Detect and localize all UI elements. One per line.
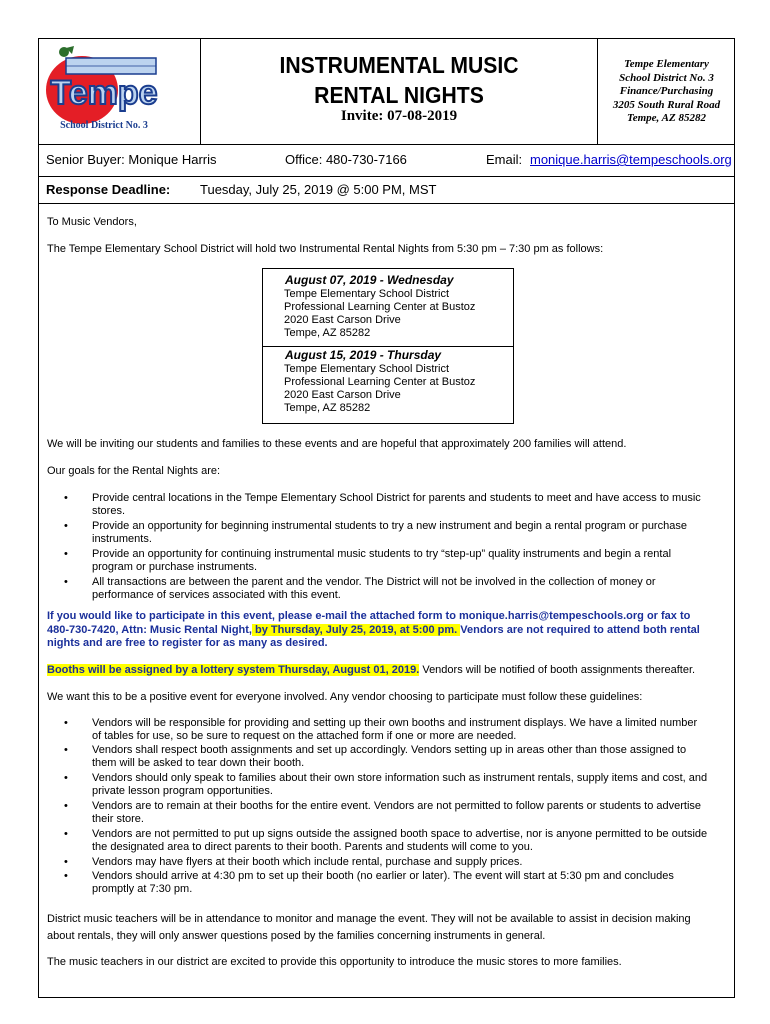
office-phone: Office: 480-730-7166 xyxy=(285,152,407,167)
deadline-value: Tuesday, July 25, 2019 @ 5:00 PM, MST xyxy=(200,182,437,197)
intro-paragraph: The Tempe Elementary School District will hold two Instrumental Rental Nights from 5:30 pm – 7:30 pm as follows: xyxy=(47,243,604,255)
events-divider xyxy=(262,346,514,347)
participate-paragraph: If you would like to participate in this event, please e-mail the attached form to monique.harris@tempeschools.org or fax to 480-730-7420, Attn: Music Rental Night, by Thursday, July 25, 2019, at 5:00 pm. Vendors are not required to attend both rental nights and are free to register for as many as desired. xyxy=(47,610,700,649)
header-divider xyxy=(200,38,201,145)
bullet-icon: • xyxy=(64,772,68,784)
list-item: Provide an opportunity for continuing instrumental music students to try “step-up” quality instruments and begin a rental program or purchase instruments. xyxy=(92,548,672,573)
event-line: Professional Learning Center at Bustoz xyxy=(284,376,476,388)
list-item: Vendors are not permitted to put up signs outside the assigned booth space to advertise, nor is anyone permitted to be outside the designated area to direct parents to their booth. Parents and students will come to you. xyxy=(92,828,708,853)
bullet-icon: • xyxy=(64,492,68,504)
bullet-icon: • xyxy=(64,870,68,882)
svg-text:Tempe: Tempe xyxy=(50,74,158,112)
deadline-row xyxy=(38,177,735,204)
event-line: 2020 East Carson Drive xyxy=(284,389,401,401)
page-title: INSTRUMENTAL MUSIC RENTAL NIGHTS xyxy=(279,52,519,108)
list-item: Vendors should arrive at 4:30 pm to set up their booth (no earlier or later). The event will start at 5:30 pm and concludes promptly at 7:30 pm. xyxy=(92,870,674,895)
bullet-icon: • xyxy=(64,548,68,560)
buyer-name: Senior Buyer: Monique Harris xyxy=(46,152,217,167)
list-item: Vendors shall respect booth assignments and set up accordingly. Vendors setting up in areas other than those assigned to them will be asked to tear down their booth. xyxy=(92,744,687,769)
event-line: Tempe Elementary School District xyxy=(284,288,450,300)
list-item: Provide central locations in the Tempe Elementary School District for parents and students to meet and have access to music stores. xyxy=(92,492,701,517)
event-line: Tempe, AZ 85282 xyxy=(284,402,371,414)
event-date: August 07, 2019 - Wednesday xyxy=(285,273,454,287)
invite-paragraph: We will be inviting our students and families to these events and are hopeful that approximately 200 families will attend. xyxy=(47,438,627,450)
bullet-icon: • xyxy=(64,744,68,756)
bullet-icon: • xyxy=(64,828,68,840)
invite-number: Invite: 07-08-2019 xyxy=(340,108,458,124)
bullet-icon: • xyxy=(64,717,68,729)
event-line: 2020 East Carson Drive xyxy=(284,314,401,326)
bullet-icon: • xyxy=(64,856,68,868)
event-date: August 15, 2019 - Thursday xyxy=(285,348,442,362)
closing-paragraph: The music teachers in our district are excited to provide this opportunity to introduce the music stores to more families. xyxy=(47,956,622,968)
greeting: To Music Vendors, xyxy=(47,216,137,228)
district-address: Tempe Elementary School District No. 3 Finance/Purchasing 3205 South Rural Road Tempe, AZ 85282 xyxy=(612,58,721,124)
bullet-icon: • xyxy=(64,800,68,812)
event-line: Tempe, AZ 85282 xyxy=(284,327,371,339)
deadline-label: Response Deadline: xyxy=(46,182,171,197)
email-link[interactable]: monique.harris@tempeschools.org xyxy=(530,152,732,167)
list-item: Vendors will be responsible for providing and setting up their own booths and instrument displays. We have a limited number of tables for use, so be sure to request on the attached form if one or more are needed. xyxy=(92,717,698,742)
booths-paragraph: Booths will be assigned by a lottery system Thursday, August 01, 2019. Vendors will be notified of booth assignments thereafter. xyxy=(47,664,696,676)
bullet-icon: • xyxy=(64,520,68,532)
email-label: Email: xyxy=(486,152,523,167)
svg-text:School District No. 3: School District No. 3 xyxy=(60,120,148,131)
goals-intro: Our goals for the Rental Nights are: xyxy=(47,465,221,477)
list-item: Vendors should only speak to families about their own store information such as instrument rentals, supply items and cost, and private lesson program opportunities. xyxy=(92,772,708,797)
district-logo xyxy=(44,44,164,136)
list-item: Vendors may have flyers at their booth which include rental, purchase and supply prices. xyxy=(92,856,523,868)
guidelines-intro: We want this to be a positive event for everyone involved. Any vendor choosing to participate must follow these guidelines: xyxy=(47,691,643,703)
list-item: All transactions are between the parent and the vendor. The District will not be involved in the collection of money or performance of services associated with this event. xyxy=(92,576,656,601)
list-item: Provide an opportunity for beginning instrumental students to try a new instrument and begin a rental program or purchase instruments. xyxy=(92,520,687,545)
event-line: Tempe Elementary School District xyxy=(284,363,450,375)
contact-row xyxy=(38,145,735,177)
list-item: Vendors are to remain at their booths for the entire event. Vendors are not permitted to follow parents or students to advertise their store. xyxy=(92,800,702,825)
event-line: Professional Learning Center at Bustoz xyxy=(284,301,476,313)
bullet-icon: • xyxy=(64,576,68,588)
teachers-paragraph: District music teachers will be in attendance to monitor and manage the event. They will not be available to assist in decision making about rentals, they will only answer questions posed by the families concerning instruments in general. xyxy=(47,913,691,942)
